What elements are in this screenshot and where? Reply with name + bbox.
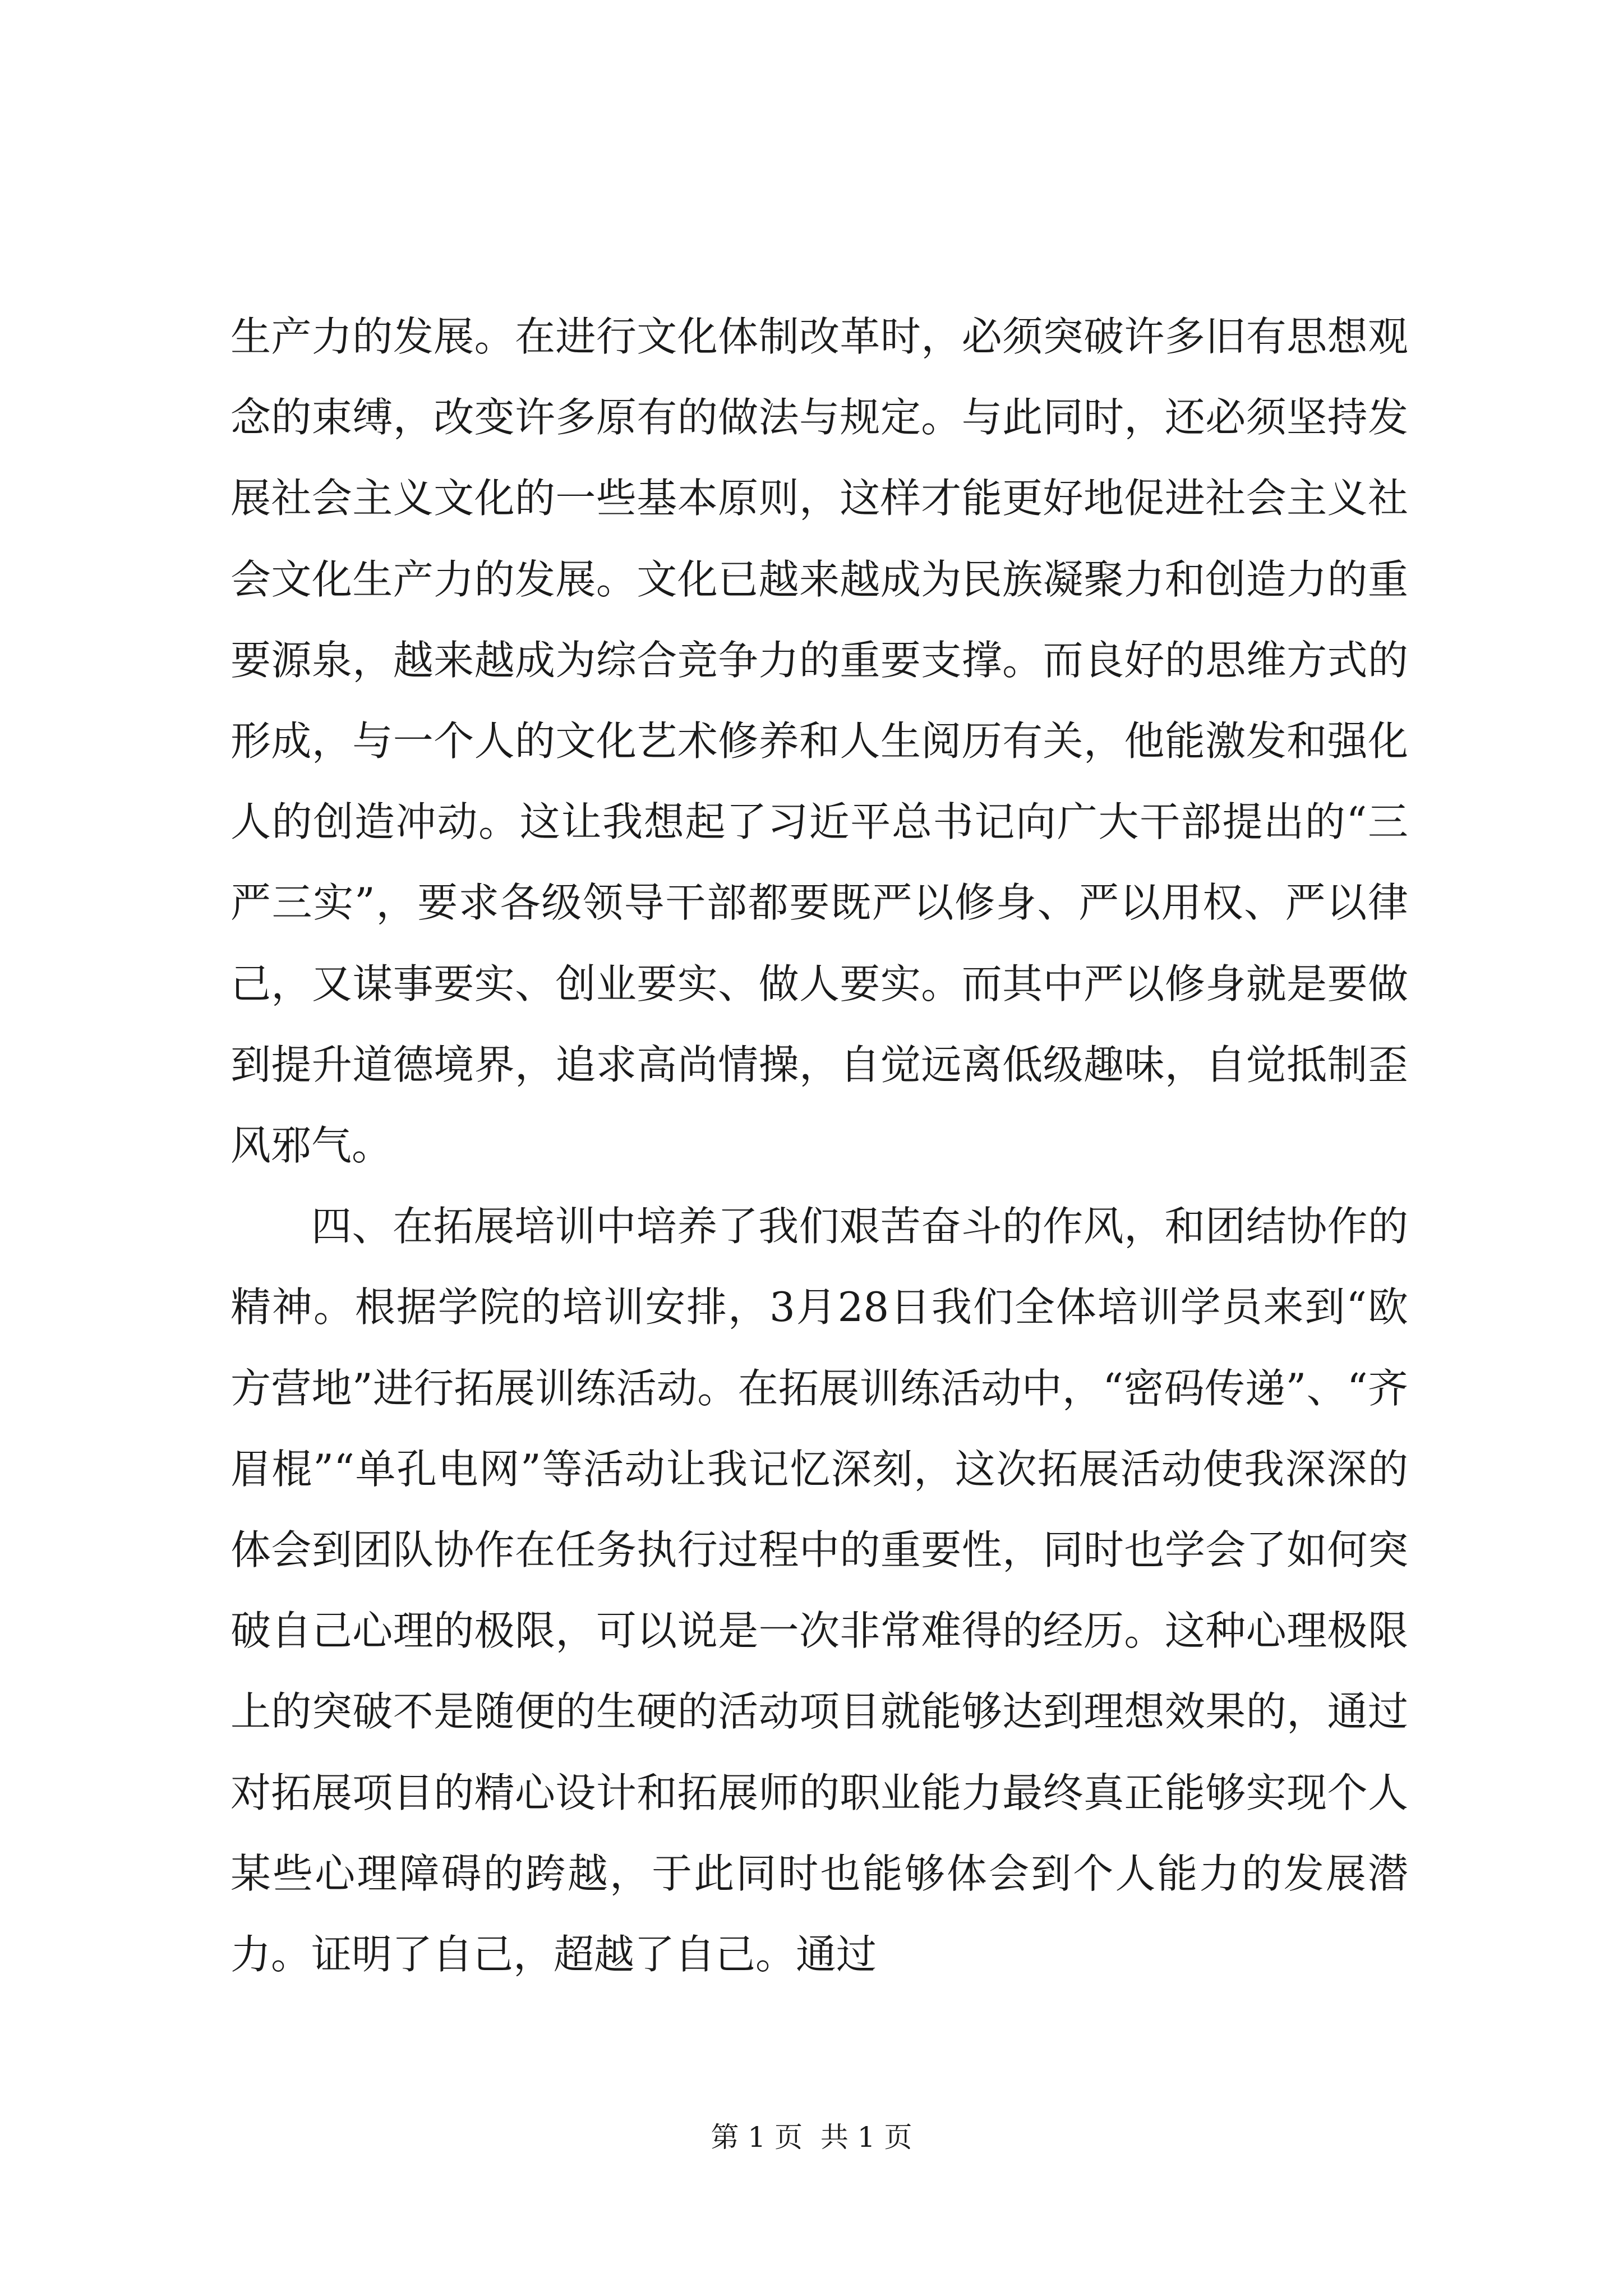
paragraph-1: 生产力的发展。在进行文化体制改革时，必须突破许多旧有思想观念的束缚，改变许多原有的做法与规定。与此同时，还必须坚持发展社会主义文化的一些基本原则，这样才能更好地促进社会主义社会文化生产力的发展。文化已越来越成为民族凝聚力和创造力的重要源泉，越来越成为综合竞争力的重要支撑。而良好的思维方式的形成，与一个人的文化艺术修养和人生阅历有关，他能激发和强化人的创造冲动。这让我想起了习近平总书记向广大干部提出的“三严三实”，要求各级领导干部都要既严以修身、严以用权、严以律己，又谋事要实、创业要实、做人要实。而其中严以修身就是要做到提升道德境界，追求高尚情操，自觉远离低级趣味，自觉抵制歪风邪气。 [230,313,1408,1170]
page-footer: 第 1 页 共 1 页 [711,2121,912,2154]
document-body [230,296,1408,1995]
paragraph-2: 四、在拓展培训中培养了我们艰苦奋斗的作风，和团结协作的精神。根据学院的培训安排，3月28日我们全体培训学员来到“欧方营地”进行拓展训练活动。在拓展训练活动中，“密码传递”、“齐眉棍”“单孔电网”等活动让我记忆深刻，这次拓展活动使我深深的体会到团队协作在任务执行过程中的重要性，同时也学会了如何突破自己心理的极限，可以说是一次非常难得的经历。这种心理极限上的突破不是随便的生硬的活动项目就能够达到理想效果的，通过对拓展项目的精心设计和拓展师的职业能力最终真正能够实现个人某些心理障碍的跨越，于此同时也能够体会到个人能力的发展潜力。证明了自己，超越了自己。通过 [230,1203,1408,1978]
